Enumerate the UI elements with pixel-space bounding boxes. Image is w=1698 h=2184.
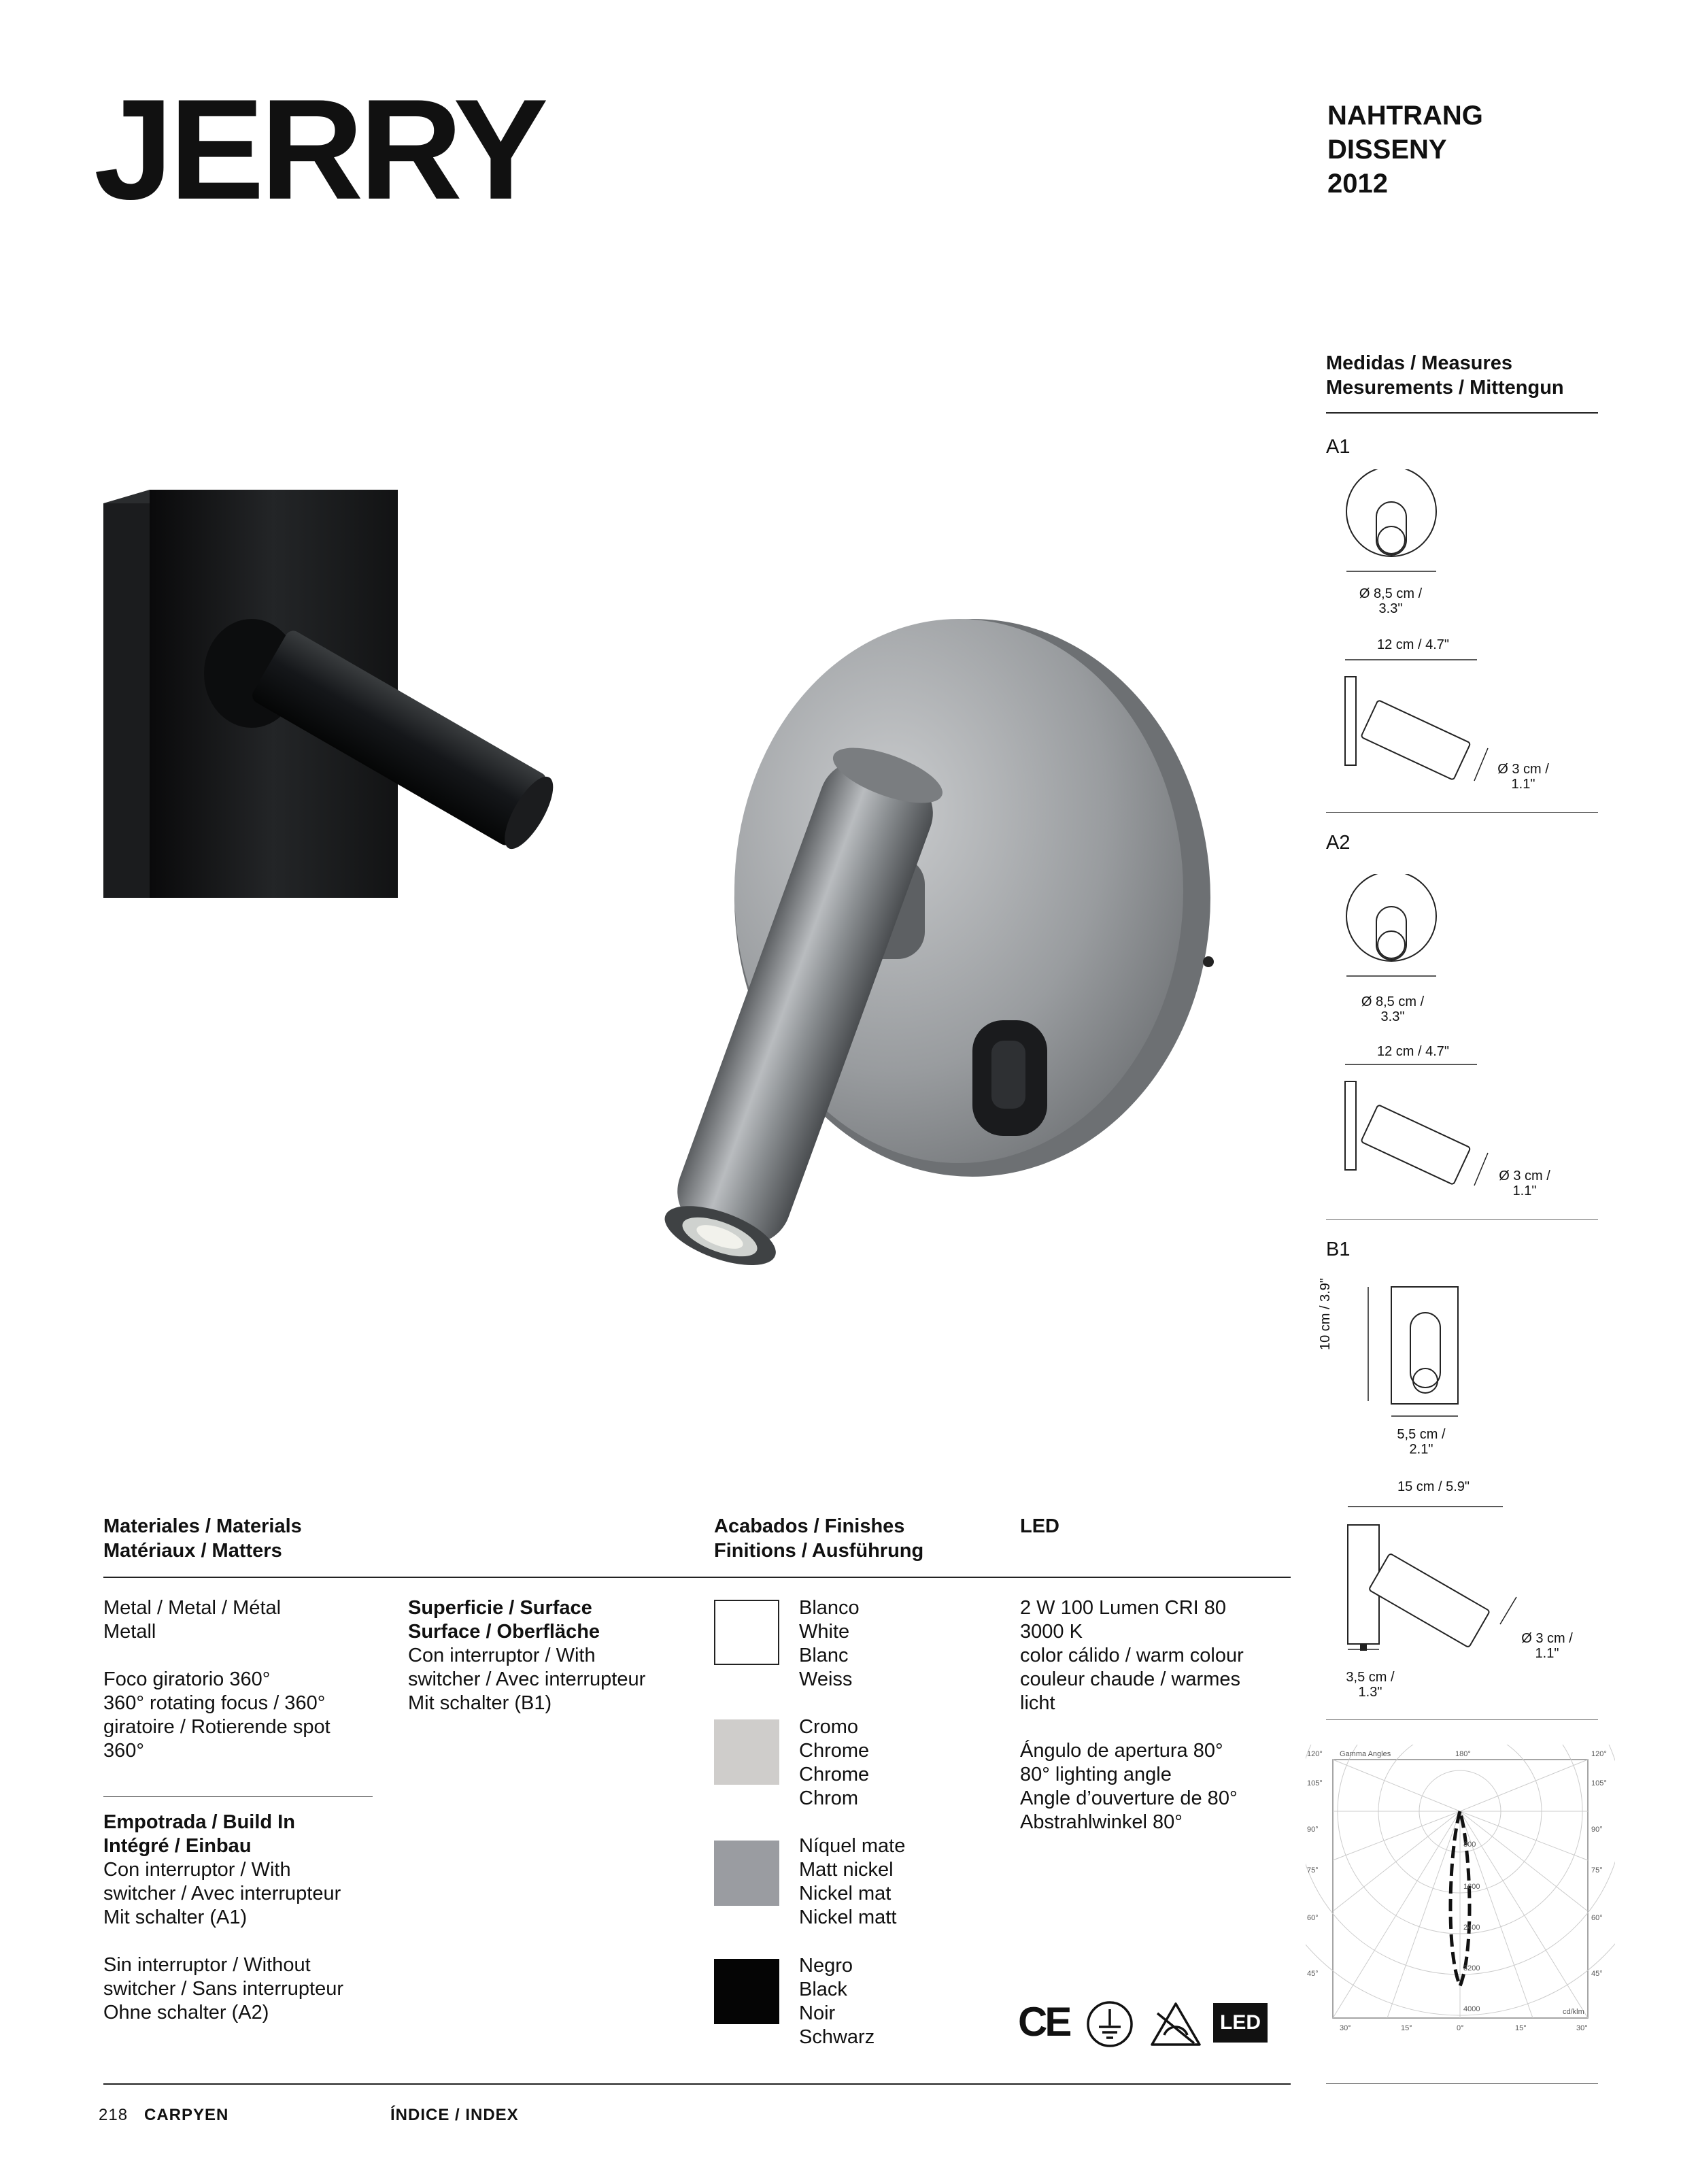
finish-chrome-en: Chrome bbox=[799, 1740, 870, 1762]
a2-tube-line1: Ø 3 cm / bbox=[1499, 1169, 1550, 1183]
nickel-lamp-illustration bbox=[658, 619, 1214, 1277]
polar-bottom-angle: 30° bbox=[1576, 2024, 1588, 2032]
material-metal-line2: Metall bbox=[103, 1621, 156, 1643]
model-b1-label: B1 bbox=[1326, 1239, 1351, 1260]
led-angle bbox=[1020, 1739, 1238, 1834]
a1-rule bbox=[1326, 812, 1598, 813]
finish-nickel-fr: Nickel mat bbox=[799, 1883, 892, 1904]
polar-title: Gamma Angles bbox=[1340, 1750, 1391, 1758]
build-in-without-line2: switcher / Sans interrupteur bbox=[103, 1978, 343, 2000]
model-a2-label: A2 bbox=[1326, 832, 1351, 854]
polar-side-angle-left: 105° bbox=[1307, 1779, 1323, 1787]
b1-width-dim bbox=[1380, 1427, 1462, 1457]
led-spec-line2: 3000 K bbox=[1020, 1621, 1083, 1643]
a2-rule bbox=[1326, 1219, 1598, 1220]
measures-rule bbox=[1326, 412, 1598, 414]
designer-year: 2012 bbox=[1327, 169, 1388, 199]
polar-side-angle-right: 90° bbox=[1591, 1826, 1603, 1834]
spec-top-rule bbox=[103, 1577, 1291, 1578]
build-in-title-line2: Intégré / Einbau bbox=[103, 1835, 252, 1857]
finish-white-names bbox=[799, 1596, 860, 1692]
product-title: JERRY bbox=[94, 69, 545, 229]
finishes-heading-line1: Acabados / Finishes bbox=[714, 1515, 905, 1537]
finish-nickel-de: Nickel matt bbox=[799, 1906, 897, 1928]
polar-bottom-angle: 15° bbox=[1515, 2024, 1527, 2032]
led-angle-line3: Angle d’ouverture de 80° bbox=[1020, 1787, 1238, 1809]
finishes-heading bbox=[714, 1514, 923, 1563]
led-spec-line3: color cálido / warm colour bbox=[1020, 1645, 1244, 1666]
designer-studio: DISSENY bbox=[1327, 135, 1447, 165]
finish-black-fr: Noir bbox=[799, 2002, 836, 2024]
led-angle-line4: Abstrahlwinkel 80° bbox=[1020, 1811, 1183, 1833]
finish-chrome-de: Chrom bbox=[799, 1787, 859, 1809]
finish-nickel-names bbox=[799, 1834, 905, 1930]
polar-ring-label: 3200 bbox=[1463, 1964, 1480, 1972]
finish-black-es: Negro bbox=[799, 1955, 853, 1977]
black-lamp-illustration bbox=[103, 490, 562, 898]
finish-swatch-black bbox=[714, 1959, 779, 2024]
finish-nickel-en: Matt nickel bbox=[799, 1859, 894, 1881]
page-number: 218 bbox=[99, 2106, 129, 2124]
materials-heading bbox=[103, 1514, 302, 1563]
b1-dimension-drawing bbox=[1333, 1279, 1591, 1660]
finish-swatch-chrome bbox=[714, 1719, 779, 1785]
designer-name: NAHTRANG bbox=[1327, 101, 1483, 131]
a2-diameter-dim bbox=[1345, 994, 1440, 1024]
surface-section bbox=[408, 1596, 645, 1715]
a2-tube-dim bbox=[1487, 1169, 1562, 1198]
polar-side-angle-right: 75° bbox=[1591, 1866, 1603, 1875]
polar-bottom-angle: 15° bbox=[1401, 2024, 1412, 2032]
polar-side-angle-left: 75° bbox=[1307, 1866, 1319, 1875]
finishes-heading-line2: Finitions / Ausführung bbox=[714, 1540, 924, 1562]
surface-with-line3: Mit schalter (B1) bbox=[408, 1692, 552, 1714]
surface-with-line2: switcher / Avec interrupteur bbox=[408, 1668, 646, 1690]
surface-with-line1: Con interruptor / With bbox=[408, 1645, 596, 1666]
build-in-with-line2: switcher / Avec interrupteur bbox=[103, 1883, 341, 1904]
a1-tube-line2: 1.1" bbox=[1511, 777, 1535, 792]
materials-heading-line1: Materiales / Materials bbox=[103, 1515, 302, 1537]
finish-black-names bbox=[799, 1954, 875, 2049]
index-link[interactable]: ÍNDICE / INDEX bbox=[390, 2106, 519, 2124]
polar-top-left-angle: 120° bbox=[1307, 1750, 1323, 1758]
led-spec-line5: licht bbox=[1020, 1692, 1055, 1714]
finish-white-en: White bbox=[799, 1621, 850, 1643]
polar-rule bbox=[1326, 2083, 1598, 2084]
a1-length-dim: 12 cm / 4.7" bbox=[1376, 637, 1450, 652]
a1-diameter-line2: 3.3" bbox=[1378, 601, 1403, 616]
ce-mark-icon: CE bbox=[1018, 1999, 1070, 2045]
polar-top-right-angle: 120° bbox=[1591, 1750, 1607, 1758]
earth-ground-icon bbox=[1085, 2000, 1134, 2049]
material-focus-line3: giratoire / Rotierende spot bbox=[103, 1716, 330, 1738]
b1-width-line2: 2.1" bbox=[1409, 1442, 1433, 1457]
material-metal bbox=[103, 1596, 281, 1644]
finish-white-es: Blanco bbox=[799, 1597, 860, 1619]
polar-side-angle-right: 45° bbox=[1591, 1970, 1603, 1978]
build-in-with-line3: Mit schalter (A1) bbox=[103, 1906, 248, 1928]
a1-diameter-dim bbox=[1343, 586, 1438, 616]
polar-ring-label: 1600 bbox=[1463, 1883, 1480, 1891]
polar-ring-label: 2400 bbox=[1463, 1923, 1480, 1932]
finish-swatch-matt-nickel bbox=[714, 1841, 779, 1906]
material-focus-line1: Foco giratorio 360° bbox=[103, 1668, 271, 1690]
led-angle-line1: Ángulo de apertura 80° bbox=[1020, 1740, 1223, 1762]
finish-chrome-names bbox=[799, 1715, 869, 1811]
a1-tube-line1: Ø 3 cm / bbox=[1497, 762, 1549, 777]
a2-length-dim: 12 cm / 4.7" bbox=[1376, 1044, 1450, 1059]
spec-bottom-rule bbox=[103, 2083, 1291, 2085]
finish-white-de: Weiss bbox=[799, 1668, 853, 1690]
finish-black-en: Black bbox=[799, 1979, 847, 2000]
b1-length-dim: 15 cm / 5.9" bbox=[1397, 1479, 1470, 1494]
measures-heading bbox=[1326, 351, 1564, 400]
material-metal-line1: Metal / Metal / Métal bbox=[103, 1597, 282, 1619]
polar-side-angle-left: 60° bbox=[1307, 1914, 1319, 1922]
polar-unit: cd/klm bbox=[1563, 2008, 1584, 2016]
measures-heading-line2: Mesurements / Mittengun bbox=[1326, 377, 1564, 399]
b1-height-dim: 10 cm / 3.9" bbox=[1318, 1277, 1333, 1351]
a1-tube-dim bbox=[1486, 762, 1561, 792]
led-heading: LED bbox=[1020, 1515, 1059, 1537]
materials-heading-line2: Matériaux / Matters bbox=[103, 1540, 282, 1562]
polar-bottom-angle: 30° bbox=[1340, 2024, 1351, 2032]
polar-side-angle-left: 90° bbox=[1307, 1826, 1319, 1834]
a2-diameter-line1: Ø 8,5 cm / bbox=[1361, 994, 1425, 1009]
build-in-section bbox=[103, 1811, 343, 2025]
finish-white-fr: Blanc bbox=[799, 1645, 849, 1666]
finish-black-de: Schwarz bbox=[799, 2026, 875, 2048]
brand-name: CARPYEN bbox=[144, 2106, 229, 2124]
b1-tube-line2: 1.1" bbox=[1535, 1646, 1559, 1661]
led-spec-line4: couleur chaude / warmes bbox=[1020, 1668, 1240, 1690]
b1-depth-line1: 3,5 cm / bbox=[1346, 1670, 1395, 1685]
polar-side-angle-right: 60° bbox=[1591, 1914, 1603, 1922]
build-in-with-line1: Con interruptor / With bbox=[103, 1859, 291, 1881]
measures-heading-line1: Medidas / Measures bbox=[1326, 352, 1512, 374]
b1-tube-dim bbox=[1510, 1631, 1584, 1661]
finish-chrome-fr: Chrome bbox=[799, 1764, 870, 1785]
b1-tube-line1: Ø 3 cm / bbox=[1521, 1631, 1573, 1646]
led-badge: LED bbox=[1213, 2003, 1268, 2043]
materials-divider bbox=[103, 1796, 373, 1797]
led-spec bbox=[1020, 1596, 1244, 1715]
surface-title-line2: Surface / Oberfläche bbox=[408, 1621, 600, 1643]
polar-side-angle-right: 105° bbox=[1591, 1779, 1607, 1787]
b1-depth-line2: 1.3" bbox=[1358, 1685, 1382, 1700]
build-in-without-line3: Ohne schalter (A2) bbox=[103, 2002, 269, 2023]
b1-depth-dim bbox=[1333, 1670, 1408, 1700]
polar-light-distribution bbox=[1306, 1745, 1615, 2044]
surface-title-line1: Superficie / Surface bbox=[408, 1597, 592, 1619]
material-focus-line2: 360° rotating focus / 360° bbox=[103, 1692, 326, 1714]
model-a1-label: A1 bbox=[1326, 436, 1351, 458]
a2-diameter-line2: 3.3" bbox=[1380, 1009, 1405, 1024]
led-angle-line2: 80° lighting angle bbox=[1020, 1764, 1172, 1785]
build-in-title-line1: Empotrada / Build In bbox=[103, 1811, 295, 1833]
product-photo bbox=[95, 476, 1285, 1442]
polar-bottom-angle: 0° bbox=[1457, 2024, 1464, 2032]
designer-block bbox=[1327, 99, 1483, 201]
polar-top-center-angle: 180° bbox=[1455, 1750, 1471, 1758]
a2-tube-line2: 1.1" bbox=[1512, 1183, 1537, 1198]
no-insulation-cover-icon bbox=[1149, 2000, 1202, 2049]
b1-rule bbox=[1326, 1719, 1598, 1720]
a1-diameter-line1: Ø 8,5 cm / bbox=[1359, 586, 1423, 601]
b1-width-line1: 5,5 cm / bbox=[1397, 1427, 1446, 1442]
material-focus-line4: 360° bbox=[103, 1740, 144, 1762]
polar-ring-label: 800 bbox=[1463, 1841, 1476, 1849]
polar-side-angle-left: 45° bbox=[1307, 1970, 1319, 1978]
material-focus bbox=[103, 1668, 330, 1763]
finish-swatch-white bbox=[714, 1600, 779, 1665]
finish-nickel-es: Níquel mate bbox=[799, 1835, 906, 1857]
build-in-without-line1: Sin interruptor / Without bbox=[103, 1954, 311, 1976]
polar-ring-label: 4000 bbox=[1463, 2005, 1480, 2013]
finish-chrome-es: Cromo bbox=[799, 1716, 859, 1738]
led-spec-line1: 2 W 100 Lumen CRI 80 bbox=[1020, 1597, 1227, 1619]
